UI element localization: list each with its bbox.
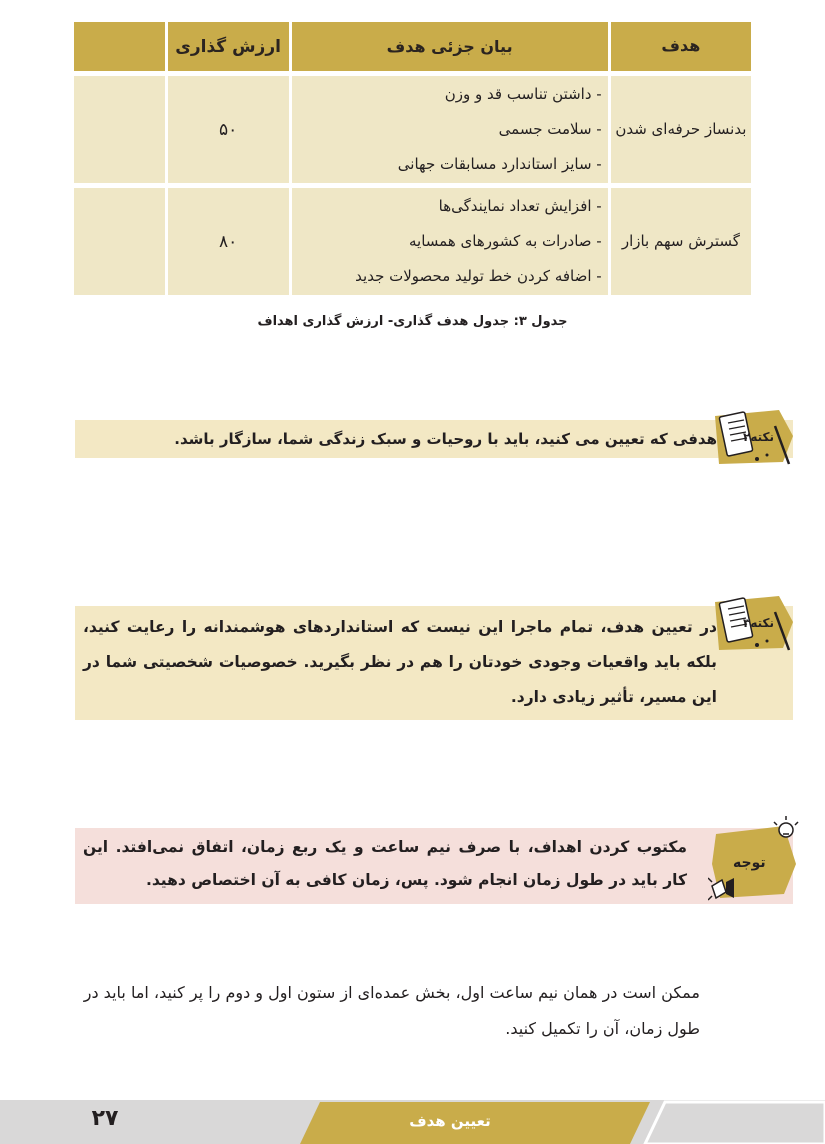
value-cell: ۸۰	[168, 188, 289, 295]
header-goal: هدف	[611, 22, 751, 71]
goal-cell: بدنساز حرفه‌ای شدن	[611, 76, 751, 183]
note-box	[75, 606, 793, 720]
sub-goal-cell	[292, 76, 608, 183]
table-row	[74, 76, 751, 183]
header-sub-goal: بیان جزئی هدف	[292, 22, 608, 71]
empty-cell	[74, 76, 165, 183]
header-empty	[74, 22, 165, 71]
table-row	[74, 188, 751, 295]
note-text: در تعیین هدف، تمام ماجرا این نیست که استانداردهای هوشمندانه را رعایت کنید، بلکه باید واقعیات وجودی خودتان را هم در نظر بگیرید. خصوصیات شخصیتی شما در این مسیر، تأثیر زیادی دارد.	[83, 618, 717, 706]
attention-label: توجه	[733, 855, 766, 871]
sub-goal-item: - صادرات به کشورهای همسایه	[409, 232, 602, 250]
table-header-row	[74, 22, 751, 71]
note-label: نکته۲	[743, 430, 774, 444]
attention-text: مکتوب کردن اهداف، با صرف نیم ساعت و یک ربع زمان، اتفاق نمی‌افتد. این کار باید در طول زمان انجام شود. پس، زمان کافی به آن اختصاص دهید.	[83, 838, 687, 889]
table-caption: جدول ۳: جدول هدف گذاری- ارزش گذاری اهداف	[257, 314, 568, 329]
note-box	[75, 420, 793, 458]
footer-chapter-title: تعیین هدف	[409, 1112, 491, 1130]
goal-valuation-table	[71, 22, 754, 295]
value-cell: ۵۰	[168, 76, 289, 183]
sub-goal-item: - سلامت جسمی	[498, 120, 602, 138]
sub-goal-item: - سایز استاندارد مسابقات جهانی	[397, 155, 602, 173]
sub-goal-item: - افزایش تعداد نمایندگی‌ها	[438, 197, 602, 215]
goal-cell: گسترش سهم بازار	[611, 188, 751, 295]
body-paragraph: ممکن است در همان نیم ساعت اول، بخش عمده‌ای از ستون اول و دوم را پر کنید، اما باید در طول زمان، آن را تکمیل کنید.	[83, 983, 700, 1038]
attention-box	[75, 828, 793, 904]
header-value: ارزش گذاری	[168, 22, 289, 71]
note-label: نکته۳	[743, 616, 774, 630]
empty-cell	[74, 188, 165, 295]
sub-goal-cell	[292, 188, 608, 295]
sub-goal-item: - اضافه کردن خط تولید محصولات جدید	[355, 267, 602, 285]
note-text: هدفی که تعیین می کنید، باید با روحیات و سبک زندگی شما، سازگار باشد.	[174, 430, 717, 448]
sub-goal-item: - داشتن تناسب قد و وزن	[444, 85, 602, 103]
page-number: ۲۷	[91, 1106, 119, 1131]
